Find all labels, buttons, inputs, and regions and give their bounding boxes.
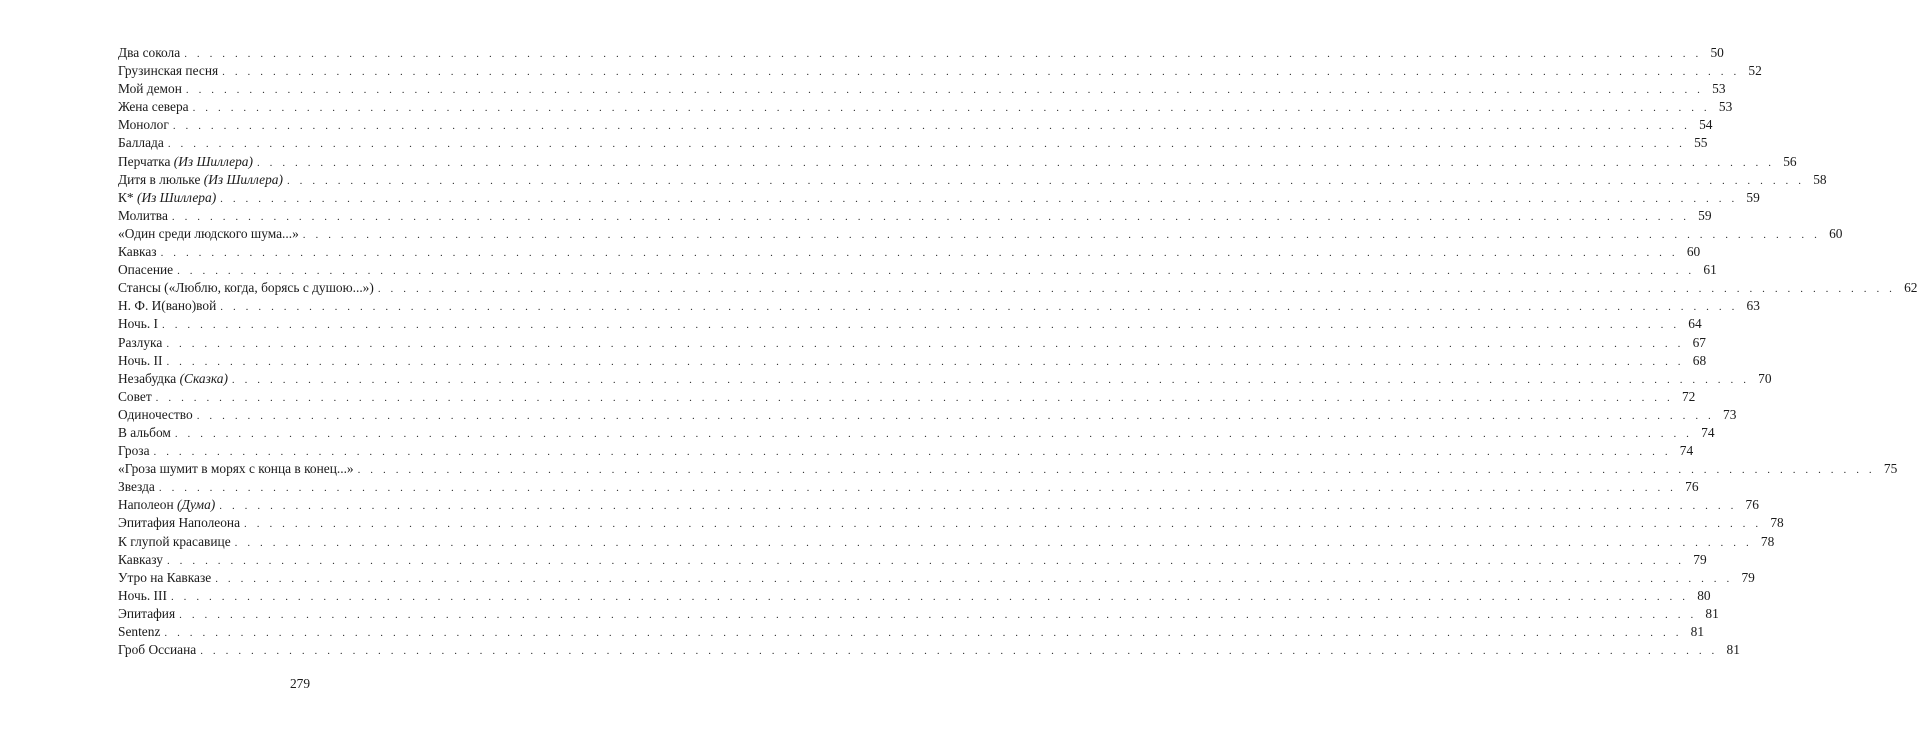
toc-entry-title	[118, 352, 166, 370]
toc-entry	[118, 388, 1696, 406]
toc-entry-title	[118, 171, 287, 189]
toc-entry-title	[118, 514, 244, 532]
toc-entry-subtitle: (Из Шиллера)	[173, 153, 253, 169]
toc-entry-page: 62	[1904, 280, 1918, 296]
toc-entry-page: 73	[1723, 406, 1737, 422]
toc-entry-title-text: К*	[118, 189, 137, 205]
toc-entry-title-text: Ночь. III	[118, 587, 167, 603]
toc-entry-page: 59	[1698, 207, 1712, 223]
toc-entry-title-text: Одиночество	[118, 406, 193, 422]
toc-entry	[118, 80, 1726, 98]
page-number: 279	[289, 676, 311, 691]
toc-entry-page: 80	[1697, 587, 1711, 603]
toc-entry	[118, 153, 1797, 171]
toc-entry-title-text: Перчатка	[118, 153, 174, 169]
toc-entry-title	[118, 569, 215, 587]
toc-entry	[118, 297, 1760, 315]
dot-leader: . . . . . . . . . . . . . . . . . . . . . . . . . . . . . . . . . . . . . . . . . . . . . . . . . . . . . . . . . . . . . . . . . . . . . . . . . . . . . . . . . . . . . . . . . . . . . . . . . . . . . . . . . . . . . . . . . . . . . . . .	[215, 572, 1733, 585]
toc-entry-page: 75	[1883, 461, 1898, 477]
dot-leader: . . . . . . . . . . . . . . . . . . . . . . . . . . . . . . . . . . . . . . . . . . . . . . . . . . . . . . . . . . . . . . . . . . . . . . . . . . . . . . . . . . . . . . . . . . . . . . . . . . . . . . . . . . . . . . . . . . . . . . . .	[179, 608, 1697, 621]
toc-entry	[118, 370, 1772, 388]
toc-entry-title	[118, 334, 166, 352]
dot-leader: . . . . . . . . . . . . . . . . . . . . . . . . . . . . . . . . . . . . . . . . . . . . . . . . . . . . . . . . . . . . . . . . . . . . . . . . . . . . . . . . . . . . . . . . . . . . . . . . . . . . . . . . . . . . . . . . . . . . . . . .	[164, 627, 1683, 639]
toc-entry-title	[118, 279, 378, 297]
toc-entry-page: 59	[1746, 189, 1760, 205]
toc-entry	[118, 460, 1898, 478]
toc-entry-title-text: Эпитафия	[118, 605, 176, 621]
toc-entry-title-text: Опасение	[118, 262, 174, 278]
toc-entry-title-text: Наполеон	[118, 497, 177, 513]
toc-entry-title-text: В альбом	[118, 424, 171, 440]
toc-entry-title	[118, 62, 222, 80]
dot-leader: . . . . . . . . . . . . . . . . . . . . . . . . . . . . . . . . . . . . . . . . . . . . . . . . . . . . . . . . . . . . . . . . . . . . . . . . . . . . . . . . . . . . . . . . . . . . . . . . . . . . . . . . . . . . . . . . . . . . . . . .	[286, 174, 1805, 187]
dot-leader: . . . . . . . . . . . . . . . . . . . . . . . . . . . . . . . . . . . . . . . . . . . . . . . . . . . . . . . . . . . . . . . . . . . . . . . . . . . . . . . . . . . . . . . . . . . . . . . . . . . . . . . . . . . . . . . . . . . . . . . .	[166, 337, 1684, 350]
dot-leader: . . . . . . . . . . . . . . . . . . . . . . . . . . . . . . . . . . . . . . . . . . . . . . . . . . . . . . . . . . . . . . . . . . . . . . . . . . . . . . . . . . . . . . . . . . . . . . . . . . . . . . . . . . . . . . . . . . . . . . . .	[222, 66, 1740, 79]
toc-entry-title-text: Два сокола	[118, 45, 181, 60]
toc-entry	[118, 171, 1827, 189]
dot-leader: . . . . . . . . . . . . . . . . . . . . . . . . . . . . . . . . . . . . . . . . . . . . . . . . . . . . . . . . . . . . . . . . . . . . . . . . . . . . . . . . . . . . . . . . . . . . . . . . . . . . . . . . . . . . . . . . . . . . . . . .	[155, 391, 1674, 404]
toc-entry	[118, 406, 1737, 424]
toc-entry-title-text: Утро на Кавказе	[118, 569, 212, 585]
toc-entry-page: 74	[1679, 443, 1694, 459]
toc-entry-page: 56	[1783, 153, 1797, 169]
toc-entry-page: 64	[1688, 316, 1702, 332]
toc-entry-title	[118, 98, 193, 116]
dot-leader: . . . . . . . . . . . . . . . . . . . . . . . . . . . . . . . . . . . . . . . . . . . . . . . . . . . . . . . . . . . . . . . . . . . . . . . . . . . . . . . . . . . . . . . . . . . . . . . . . . . . . . . . . . . . . . . . . . . . . . . .	[162, 319, 1680, 332]
toc-entry-title-text: Sentenz	[118, 624, 161, 639]
dot-leader: . . . . . . . . . . . . . . . . . . . . . . . . . . . . . . . . . . . . . . . . . . . . . . . . . . . . . . . . . . . . . . . . . . . . . . . . . . . . . . . . . . . . . . . . . . . . . . . . . . . . . . . . . . . . . . . . . . . . . . . .	[200, 645, 1718, 658]
toc-entry	[118, 514, 1784, 532]
toc-entry	[118, 116, 1713, 134]
toc-entry	[118, 98, 1733, 116]
toc-entry-page: 79	[1693, 551, 1707, 567]
toc-entry	[118, 189, 1760, 207]
dot-leader: . . . . . . . . . . . . . . . . . . . . . . . . . . . . . . . . . . . . . . . . . . . . . . . . . . . . . . . . . . . . . . . . . . . . . . . . . . . . . . . . . . . . . . . . . . . . . . . . . . . . . . . . . . . . . . . . . . . . . . . .	[171, 210, 1690, 223]
toc-entry-title	[118, 297, 220, 315]
toc-entry-page: 60	[1829, 225, 1843, 241]
toc-entry-title-text: Незабудка	[118, 370, 180, 386]
toc-entry-title-text: Звезда	[118, 479, 155, 495]
toc-entry-title-text: Кавказ	[118, 244, 157, 260]
toc-entry-title	[118, 641, 200, 659]
toc-entry-title-text: Дитя в люльке	[118, 171, 204, 187]
dot-leader: . . . . . . . . . . . . . . . . . . . . . . . . . . . . . . . . . . . . . . . . . . . . . . . . . . . . . . . . . . . . . . . . . . . . . . . . . . . . . . . . . . . . . . . . . . . . . . . . . . . . . . . . . . . . . . . . . . . . . . . .	[219, 500, 1737, 513]
toc-entry	[118, 623, 1705, 641]
toc-entry	[118, 207, 1712, 225]
toc-entry-title-text: Молитва	[118, 207, 168, 223]
toc-entry	[118, 261, 1717, 279]
toc-entry-page: 54	[1699, 117, 1713, 133]
toc-entry-title	[118, 370, 232, 388]
toc-entry-title	[118, 388, 156, 406]
dot-leader: . . . . . . . . . . . . . . . . . . . . . . . . . . . . . . . . . . . . . . . . . . . . . . . . . . . . . . . . . . . . . . . . . . . . . . . . . . . . . . . . . . . . . . . . . . . . . . . . . . . . . . . . . . . . . . . . . . . . . . . .	[231, 373, 1750, 386]
toc-entry-title-text: Ночь. I	[118, 316, 159, 332]
dot-leader: . . . . . . . . . . . . . . . . . . . . . . . . . . . . . . . . . . . . . . . . . . . . . . . . . . . . . . . . . . . . . . . . . . . . . . . . . . . . . . . . . . . . . . . . . . . . . . . . . . . . . . . . . . . . . . . . . . . . . . . .	[185, 84, 1704, 97]
toc-entry-title-text: Н. Ф. И(вано)вой	[118, 298, 217, 314]
toc-entry-page: 55	[1694, 135, 1708, 151]
toc-entry-title	[118, 225, 303, 243]
toc-entry	[118, 442, 1694, 460]
table-of-contents	[118, 44, 1918, 659]
toc-entry-title-text: Ночь. II	[118, 352, 163, 368]
toc-entry-title	[118, 134, 168, 152]
toc-entry-title	[118, 406, 197, 424]
toc-entry	[118, 352, 1707, 370]
toc-entry-subtitle: (Из Шиллера)	[203, 171, 283, 187]
toc-entry-title-text: Эпитафия Наполеона	[118, 515, 241, 531]
toc-entry-page: 76	[1745, 497, 1759, 513]
toc-entry-page: 53	[1718, 99, 1733, 115]
toc-entry-page: 61	[1703, 262, 1717, 278]
dot-leader: . . . . . . . . . . . . . . . . . . . . . . . . . . . . . . . . . . . . . . . . . . . . . . . . . . . . . . . . . . . . . . . . . . . . . . . . . . . . . . . . . . . . . . . . . . . . . . . . . . . . . . . . . . . . . . . . . . . . . . . .	[184, 48, 1702, 60]
toc-entry	[118, 279, 1918, 297]
dot-leader: . . . . . . . . . . . . . . . . . . . . . . . . . . . . . . . . . . . . . . . . . . . . . . . . . . . . . . . . . . . . . . . . . . . . . . . . . . . . . . . . . . . . . . . . . . . . . . . . . . . . . . . . . . . . . . . . . . . . . . . .	[196, 409, 1715, 422]
dot-leader: . . . . . . . . . . . . . . . . . . . . . . . . . . . . . . . . . . . . . . . . . . . . . . . . . . . . . . . . . . . . . . . . . . . . . . . . . . . . . . . . . . . . . . . . . . . . . . . . . . . . . . . . . . . . . . . . . . . . . . . .	[170, 590, 1689, 603]
toc-entry-subtitle: (Дума)	[176, 497, 216, 513]
toc-entry	[118, 334, 1706, 352]
toc-entry-page: 52	[1748, 63, 1762, 79]
toc-entry-title	[118, 315, 162, 333]
toc-entry	[118, 587, 1711, 605]
toc-entry	[118, 44, 1724, 62]
toc-entry-title	[118, 189, 220, 207]
toc-entry-page: 74	[1701, 424, 1715, 440]
toc-entry-title	[118, 478, 159, 496]
toc-entry-title-text: Жена севера	[118, 99, 189, 115]
toc-entry	[118, 225, 1843, 243]
dot-leader: . . . . . . . . . . . . . . . . . . . . . . . . . . . . . . . . . . . . . . . . . . . . . . . . . . . . . . . . . . . . . . . . . . . . . . . . . . . . . . . . . . . . . . . . . . . . . . . . . . . . . . . . . . . . . . . . . . . . . . . .	[166, 554, 1685, 567]
toc-entry-title	[118, 442, 154, 460]
toc-entry-page: 53	[1712, 81, 1726, 97]
toc-entry-title	[118, 80, 186, 98]
toc-entry-page: 79	[1741, 569, 1755, 585]
dot-leader: . . . . . . . . . . . . . . . . . . . . . . . . . . . . . . . . . . . . . . . . . . . . . . . . . . . . . . . . . . . . . . . . . . . . . . . . . . . . . . . . . . . . . . . . . . . . . . . . . . . . . . . . . . . . . . . . . . . . . . . .	[377, 283, 1896, 296]
toc-entry	[118, 62, 1762, 80]
toc-entry-title-text: Монолог	[118, 117, 169, 133]
dot-leader: . . . . . . . . . . . . . . . . . . . . . . . . . . . . . . . . . . . . . . . . . . . . . . . . . . . . . . . . . . . . . . . . . . . . . . . . . . . . . . . . . . . . . . . . . . . . . . . . . . . . . . . . . . . . . . . . . . . . . . . .	[153, 446, 1672, 459]
dot-leader: . . . . . . . . . . . . . . . . . . . . . . . . . . . . . . . . . . . . . . . . . . . . . . . . . . . . . . . . . . . . . . . . . . . . . . . . . . . . . . . . . . . . . . . . . . . . . . . . . . . . . . . . . . . . . . . . . . . . . . . .	[167, 138, 1686, 151]
toc-entry-title-text: «Один среди людского шума...»	[118, 225, 299, 241]
toc-entry-page: 78	[1760, 533, 1775, 549]
toc-entry-page: 78	[1770, 515, 1784, 531]
dot-leader: . . . . . . . . . . . . . . . . . . . . . . . . . . . . . . . . . . . . . . . . . . . . . . . . . . . . . . . . . . . . . . . . . . . . . . . . . . . . . . . . . . . . . . . . . . . . . . . . . . . . . . . . . . . . . . . . . . . . . . . .	[177, 265, 1695, 278]
toc-entry-page: 70	[1758, 370, 1772, 386]
toc-entry-page: 67	[1692, 334, 1706, 350]
toc-entry-title	[118, 153, 257, 171]
toc-entry-subtitle: (Сказка)	[179, 370, 228, 386]
dot-leader: . . . . . . . . . . . . . . . . . . . . . . . . . . . . . . . . . . . . . . . . . . . . . . . . . . . . . . . . . . . . . . . . . . . . . . . . . . . . . . . . . . . . . . . . . . . . . . . . . . . . . . . . . . . . . . . . . . . . . . . .	[192, 102, 1711, 115]
toc-entry-title-text: К глупой красавице	[118, 533, 231, 549]
toc-entry	[118, 315, 1702, 333]
dot-leader: . . . . . . . . . . . . . . . . . . . . . . . . . . . . . . . . . . . . . . . . . . . . . . . . . . . . . . . . . . . . . . . . . . . . . . . . . . . . . . . . . . . . . . . . . . . . . . . . . . . . . . . . . . . . . . . . . . . . . . . .	[244, 518, 1762, 531]
toc-entry	[118, 478, 1699, 496]
dot-leader: . . . . . . . . . . . . . . . . . . . . . . . . . . . . . . . . . . . . . . . . . . . . . . . . . . . . . . . . . . . . . . . . . . . . . . . . . . . . . . . . . . . . . . . . . . . . . . . . . . . . . . . . . . . . . . . . . . . . . . . .	[158, 482, 1677, 495]
dot-leader: . . . . . . . . . . . . . . . . . . . . . . . . . . . . . . . . . . . . . . . . . . . . . . . . . . . . . . . . . . . . . . . . . . . . . . . . . . . . . . . . . . . . . . . . . . . . . . . . . . . . . . . . . . . . . . . . . . . . . . . .	[160, 247, 1679, 260]
toc-entry-title-text: Грузинская песня	[118, 63, 219, 79]
dot-leader: . . . . . . . . . . . . . . . . . . . . . . . . . . . . . . . . . . . . . . . . . . . . . . . . . . . . . . . . . . . . . . . . . . . . . . . . . . . . . . . . . . . . . . . . . . . . . . . . . . . . . . . . . . . . . . . . . . . . . . . .	[302, 228, 1821, 241]
toc-entry-subtitle: (Из Шиллера)	[136, 189, 217, 205]
toc-entry-title	[118, 261, 177, 279]
toc-entry-page: 68	[1692, 352, 1707, 368]
toc-entry	[118, 551, 1707, 569]
toc-entry-title-text: «Гроза шумит в морях с конца в конец...»	[118, 461, 354, 477]
toc-entry-title	[118, 605, 179, 623]
toc-entry-title	[118, 587, 171, 605]
toc-entry-title-text: Разлука	[118, 334, 163, 350]
dot-leader: . . . . . . . . . . . . . . . . . . . . . . . . . . . . . . . . . . . . . . . . . . . . . . . . . . . . . . . . . . . . . . . . . . . . . . . . . . . . . . . . . . . . . . . . . . . . . . . . . . . . . . . . . . . . . . . . . . . . . . . .	[256, 156, 1775, 169]
toc-entry	[118, 569, 1755, 587]
dot-leader: . . . . . . . . . . . . . . . . . . . . . . . . . . . . . . . . . . . . . . . . . . . . . . . . . . . . . . . . . . . . . . . . . . . . . . . . . . . . . . . . . . . . . . . . . . . . . . . . . . . . . . . . . . . . . . . . . . . . . . . .	[220, 301, 1738, 314]
toc-entry	[118, 496, 1759, 514]
toc-entry-page: 72	[1681, 388, 1696, 404]
toc-entry-page: 76	[1685, 479, 1699, 495]
toc-entry-page: 60	[1686, 244, 1701, 260]
toc-entry-title	[118, 424, 175, 442]
toc-entry-title	[118, 551, 167, 569]
dot-leader: . . . . . . . . . . . . . . . . . . . . . . . . . . . . . . . . . . . . . . . . . . . . . . . . . . . . . . . . . . . . . . . . . . . . . . . . . . . . . . . . . . . . . . . . . . . . . . . . . . . . . . . . . . . . . . . . . . . . . . . .	[172, 120, 1691, 133]
toc-entry	[118, 533, 1775, 551]
dot-leader: . . . . . . . . . . . . . . . . . . . . . . . . . . . . . . . . . . . . . . . . . . . . . . . . . . . . . . . . . . . . . . . . . . . . . . . . . . . . . . . . . . . . . . . . . . . . . . . . . . . . . . . . . . . . . . . . . . . . . . . .	[174, 427, 1693, 440]
toc-entry-title	[118, 533, 235, 551]
toc-entry-title	[118, 116, 173, 134]
dot-leader: . . . . . . . . . . . . . . . . . . . . . . . . . . . . . . . . . . . . . . . . . . . . . . . . . . . . . . . . . . . . . . . . . . . . . . . . . . . . . . . . . . . . . . . . . . . . . . . . . . . . . . . . . . . . . . . . . . . . . . . .	[166, 355, 1685, 368]
toc-entry-title	[118, 207, 172, 225]
toc-entry	[118, 641, 1740, 659]
toc-entry-title	[118, 243, 161, 261]
toc-entry	[118, 243, 1701, 261]
toc-entry-title-text: Стансы («Люблю, когда, борясь с душою...»)	[118, 280, 374, 296]
toc-entry-title-text: Баллада	[118, 135, 164, 151]
toc-entry-title-text: Кавказу	[118, 551, 163, 567]
toc-entry-page: 50	[1710, 45, 1724, 60]
toc-entry-page: 81	[1726, 642, 1740, 658]
dot-leader: . . . . . . . . . . . . . . . . . . . . . . . . . . . . . . . . . . . . . . . . . . . . . . . . . . . . . . . . . . . . . . . . . . . . . . . . . . . . . . . . . . . . . . . . . . . . . . . . . . . . . . . . . . . . . . . . . . . . . . . .	[220, 192, 1738, 205]
dot-leader: . . . . . . . . . . . . . . . . . . . . . . . . . . . . . . . . . . . . . . . . . . . . . . . . . . . . . . . . . . . . . . . . . . . . . . . . . . . . . . . . . . . . . . . . . . . . . . . . . . . . . . . . . . . . . . . . . . . . . . . .	[234, 536, 1753, 549]
toc-entry	[118, 605, 1719, 623]
toc-entry-title-text: Мой демон	[118, 81, 182, 97]
toc-entry-title-text: Гроб Оссиана	[118, 642, 197, 658]
toc-entry-title	[118, 496, 219, 514]
toc-entry	[118, 424, 1715, 442]
toc-entry-page: 81	[1690, 624, 1705, 639]
toc-entry-page: 58	[1813, 171, 1827, 187]
toc-entry-title	[118, 460, 358, 478]
dot-leader: . . . . . . . . . . . . . . . . . . . . . . . . . . . . . . . . . . . . . . . . . . . . . . . . . . . . . . . . . . . . . . . . . . . . . . . . . . . . . . . . . . . . . . . . . . . . . . . . . . . . . . . . . . . . . . . . . . . . . . . .	[357, 464, 1876, 477]
toc-entry-page: 63	[1746, 298, 1760, 314]
toc-entry	[118, 134, 1708, 152]
toc-entry-page: 81	[1705, 605, 1719, 621]
toc-entry-title-text: Гроза	[118, 443, 150, 459]
toc-entry-title	[118, 623, 164, 641]
toc-entry-title	[118, 44, 184, 62]
toc-entry-title-text: Совет	[118, 388, 152, 404]
